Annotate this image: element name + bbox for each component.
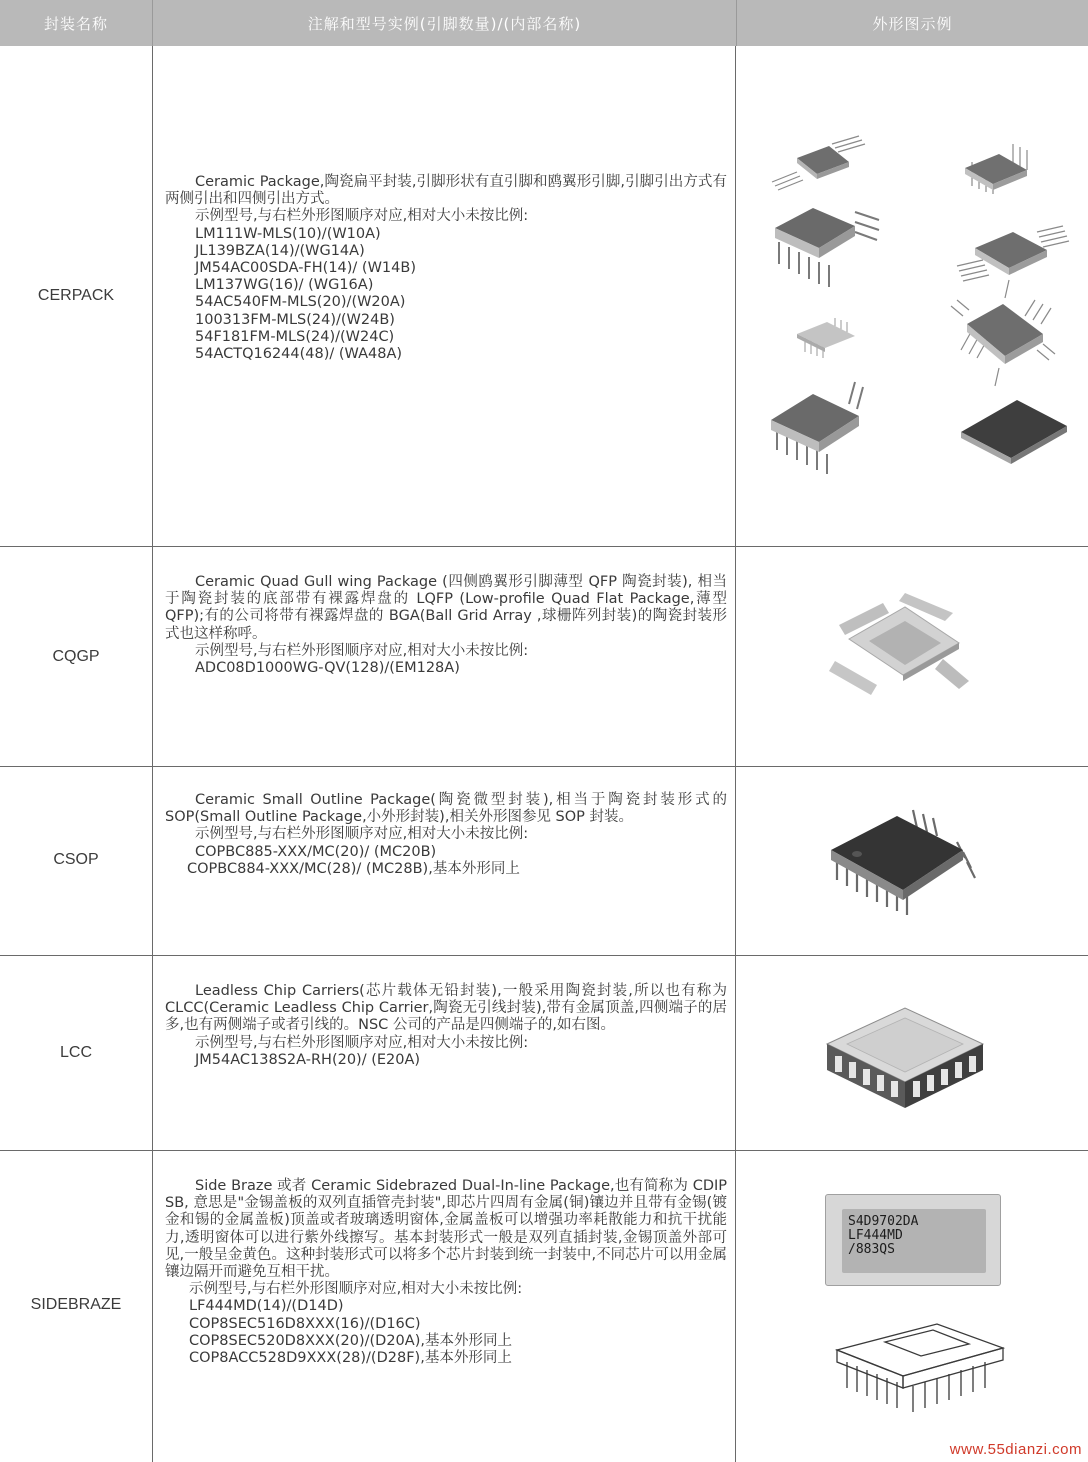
row-divider [0, 766, 1088, 767]
example-list [165, 1035, 727, 1069]
example-list [165, 643, 727, 677]
example-item: COP8SEC516D8XXX(16)/(D16C) [189, 1315, 421, 1332]
description-csop [165, 792, 727, 878]
description-text: Ceramic Quad Gull wing Package (四侧鸥翼形引脚薄型 QFP 陶瓷封装), 相当于陶瓷封装的底部带有裸露焊盘的 LQFP (Low-profile Quad Flat Package,薄型 QFP);有的公司将带有裸露焊盘的 BGA(Ball Grid Array ,球栅阵列封装)的陶瓷封装形式也这样称呼。 [165, 574, 727, 642]
description-text: Ceramic Package,陶瓷扁平封装,引脚形状有直引脚和鸥翼形引脚,引脚引出方式有两侧引出和四侧引出方式。 [165, 174, 727, 208]
example-intro: 示例型号,与右栏外形图顺序对应,相对大小未按比例: [195, 826, 529, 843]
shape-cell-cqgp [737, 585, 1088, 705]
example-item: COPBC884-XXX/MC(28)/ (MC28B),基本外形同上 [187, 860, 520, 877]
chip-marking-line: /883QS [848, 1242, 895, 1257]
lcc-chip-icon [737, 990, 1088, 1120]
watermark: www.55dianzi.com [949, 1441, 1082, 1458]
flatpack-20-icon [797, 318, 855, 358]
example-item: JM54AC00SDA-FH(14)/ (W14B) [195, 260, 416, 277]
flatpack-48-icon [961, 400, 1067, 464]
description-text: Leadless Chip Carriers(芯片载体无铅封装),一般采用陶瓷封装,所以也有称为 CLCC(Ceramic Leadless Chip Carrier,陶瓷无引线封装),带有金属顶盖,四侧端子的居多,也有两侧端子或者引线的。NSC 公司的产品是四侧端子的,如右图。 [165, 983, 727, 1034]
chip-marking-line: S4D9702DA [848, 1214, 919, 1229]
flatpack-10-icon [772, 136, 865, 190]
header-notes-examples: 注解和型号实例(引脚数量)/(内部名称) [152, 0, 736, 46]
package-name-lcc: LCC [59, 1044, 92, 1061]
example-item: JM54AC138S2A-RH(20)/ (E20A) [195, 1051, 421, 1068]
quad-flatpack-24-icon [951, 280, 1055, 386]
description-cqgp [165, 574, 727, 677]
gullwing-24-icon [771, 382, 863, 474]
example-item: 54F181FM-MLS(24)/(W24C) [195, 328, 395, 345]
package-name-cerpack: CERPACK [37, 287, 115, 304]
example-item: 54AC540FM-MLS(20)/(W20A) [195, 294, 406, 311]
example-intro: 示例型号,与右栏外形图顺序对应,相对大小未按比例: [195, 1034, 529, 1051]
shape-cell-csop [737, 800, 1088, 930]
example-item: 100313FM-MLS(24)/(W24B) [195, 311, 395, 328]
package-name-sidebraze: SIDEBRAZE [30, 1296, 122, 1313]
example-item: COP8SEC520D8XXX(20)/(D20A),基本外形同上 [189, 1332, 512, 1349]
chip-marking-line: LF444MD [848, 1228, 903, 1243]
header-package-name: 封装名称 [0, 0, 152, 46]
column-divider [735, 46, 736, 1462]
package-name-csop: CSOP [53, 851, 99, 868]
column-divider [152, 46, 153, 1462]
example-item: ADC08D1000WG-QV(128)/(EM128A) [195, 660, 460, 677]
example-item: LF444MD(14)/(D14D) [189, 1298, 344, 1315]
sidebraze-top-icon [825, 1194, 1001, 1286]
shape-cell-lcc [737, 990, 1088, 1120]
example-list [165, 826, 727, 878]
flatpack-14-icon [965, 144, 1027, 194]
example-list [165, 208, 727, 363]
example-item: JL139BZA(14)/(WG14A) [195, 242, 365, 259]
example-item: LM111W-MLS(10)/(W10A) [195, 225, 381, 242]
row-divider [0, 1150, 1088, 1151]
example-item: COPBC885-XXX/MC(20)/ (MC20B) [195, 843, 437, 860]
shape-cell-sidebraze [737, 1180, 1088, 1440]
description-sidebraze [165, 1178, 727, 1367]
cdip-chip-icon [737, 1310, 1088, 1440]
example-intro: 示例型号,与右栏外形图顺序对应,相对大小未按比例: [189, 1281, 523, 1298]
description-text: Side Braze 或者 Ceramic Sidebrazed Dual-In-line Package,也有简称为 CDIP SB, 意思是"金锡盖板的双列直插管壳封装",即芯片四周有金属(铜)镶边并且带有金锡(镀金和锡的金属盖板)顶盖或者玻璃透明窗体,金属盖板可以增强功率耗散能力和抗干扰能力,透明窗体可以进行紫外线擦写。基本封装形式一般是双列直插封装,金锡顶盖外部可见,一般呈金黄色。这种封装形式可以将多个芯片封装到统一封装中,不同芯片可以用金属镶边隔开而避免互相干扰。 [165, 1178, 727, 1281]
header-shape-examples: 外形图示例 [736, 0, 1088, 46]
cqgp-chip-icon [737, 585, 1088, 705]
gullwing-14-icon [775, 208, 879, 287]
example-intro: 示例型号,与右栏外形图顺序对应,相对大小未按比例: [195, 208, 529, 225]
row-divider [0, 955, 1088, 956]
row-divider [0, 546, 1088, 547]
package-name-cqgp: CQGP [52, 648, 100, 665]
example-list [165, 1281, 727, 1367]
csop-chip-icon [737, 800, 1088, 930]
shape-cell-cerpack [737, 120, 1088, 480]
example-item: LM137WG(16)/ (WG16A) [195, 277, 374, 294]
flatpack-16-icon [957, 226, 1069, 281]
description-cerpack [165, 174, 727, 363]
example-item: 54ACTQ16244(48)/ (WA48A) [195, 346, 403, 363]
example-item: COP8ACC528D9XXX(28)/(D28F),基本外形同上 [189, 1350, 512, 1367]
example-intro: 示例型号,与右栏外形图顺序对应,相对大小未按比例: [195, 642, 529, 659]
description-lcc [165, 983, 727, 1069]
description-text: Ceramic Small Outline Package(陶瓷微型封装),相当于陶瓷封装形式的 SOP(Small Outline Package,小外形封装),相关外形图参见 SOP 封装。 [165, 792, 727, 826]
